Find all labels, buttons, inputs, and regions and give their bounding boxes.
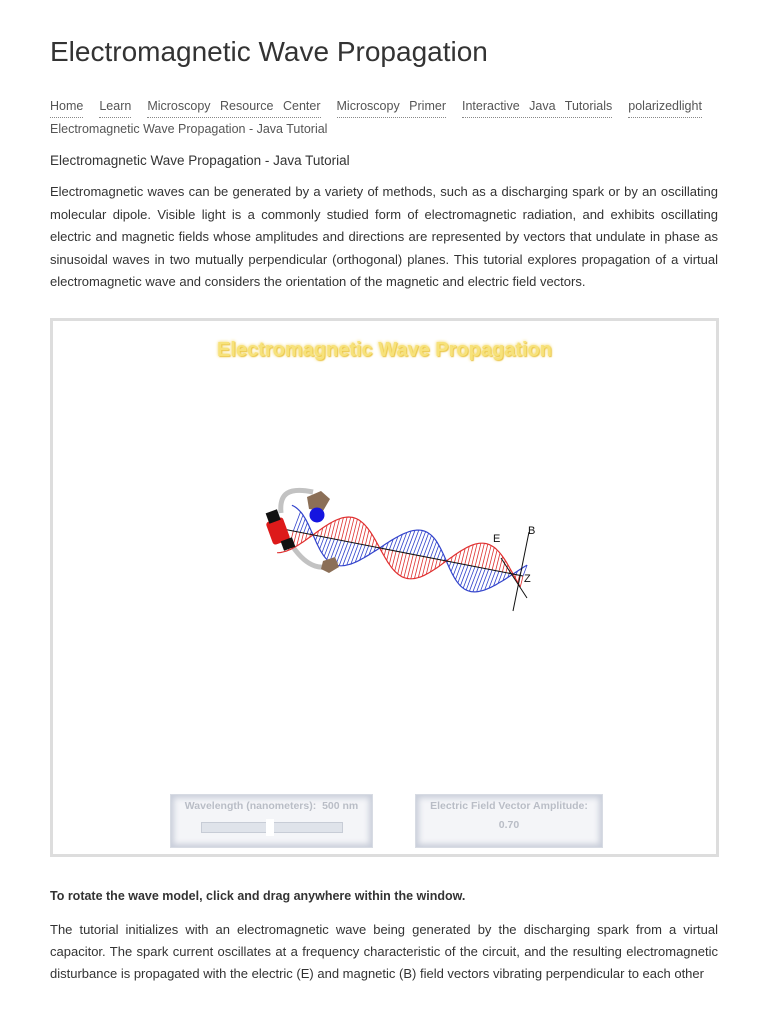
outro-e-symbol: E (300, 966, 310, 981)
intro-paragraph: Electromagnetic waves can be generated by a variety of methods, such as a discharging spark or by an oscillating molecular dipole. Visible light is a commonly studied form of electromagnetic radiation, and exhibits oscillating electric and magnetic fields whose amplitudes and directions are represented by vectors that undulate in phase as sinusoidal waves in two mutually perpendicular (orthogonal) planes. This tutorial explores propagation of a virtual electromagnetic wave and considers the orientation of the magnetic and electric field vectors. (50, 184, 718, 289)
wavelength-control[interactable] (170, 794, 373, 848)
electric-hatch-line (482, 544, 488, 568)
breadcrumb (50, 95, 702, 140)
electric-hatch-line (475, 543, 481, 566)
electric-hatch-line (520, 576, 523, 587)
electric-hatch-line (485, 546, 491, 569)
electric-hatch-line (387, 550, 390, 561)
magnetic-hatch-line (413, 531, 422, 555)
magnetic-hatch-line (307, 527, 310, 534)
magnetic-hatch-line (410, 530, 419, 554)
magnetic-hatch-line (469, 567, 478, 591)
magnetic-hatch-line (451, 563, 454, 572)
amplitude-value: 0.70 (498, 819, 520, 831)
breadcrumb-microscopy-primer[interactable]: Microscopy Primer (337, 95, 447, 118)
applet-title: Electromagnetic Wave Propagation (217, 339, 552, 361)
outro-text-3: ) field vectors vibrating perpendicular to each other (412, 966, 704, 981)
magnetic-hatch-line (420, 533, 429, 556)
breadcrumb-current: Electromagnetic Wave Propagation - Java Tutorial (50, 122, 328, 136)
magnetic-hatch-line (320, 537, 325, 549)
amplitude-label: Electric Field Vector Amplitude: (430, 800, 588, 812)
wavelength-label (171, 800, 372, 812)
wavelength-value: 500 nm (322, 800, 359, 812)
magnetic-hatch-line (343, 542, 352, 565)
breadcrumb-links (50, 95, 702, 118)
electric-hatch-line (389, 551, 392, 565)
magnetic-hatch-line (406, 530, 415, 553)
magnetic-hatch-line (417, 532, 426, 556)
breadcrumb-home[interactable]: Home (50, 95, 83, 118)
outro-text-1: The tutorial initializes with an electromagnetic wave being generated by the discharging spark from a virtual capacitor. The spark current oscillates at a frequency characteristic of the circuit, and the resulting electromagnetic disturbance is propagated with the electric ( (50, 922, 718, 981)
wave-scene[interactable] (53, 321, 716, 854)
magnetic-hatch-line (481, 569, 489, 591)
electric-hatch-line (411, 555, 417, 579)
electric-hatch-line (331, 520, 336, 538)
electric-hatch-line (407, 555, 413, 579)
magnetic-hatch-line (441, 554, 443, 560)
magnetic-hatch-line (460, 565, 468, 586)
magnetic-hatch-line (473, 568, 482, 592)
electric-hatch-line (384, 549, 386, 556)
magnetic-hatch-line (477, 569, 486, 592)
electric-hatch-line (392, 551, 396, 568)
e-axis-label: E (493, 533, 501, 545)
magnetic-hatch-line (403, 531, 411, 552)
b-vector-axis (513, 532, 529, 611)
outro-text-2: ) and magnetic ( (309, 966, 404, 981)
magnetic-hatch-line (424, 535, 432, 556)
electric-hatch-line (362, 527, 366, 545)
electric-hatch-line (341, 517, 347, 540)
wavelength-slider[interactable] (201, 822, 343, 833)
capacitor-plate-bottom (321, 557, 339, 573)
breadcrumb-polarizedlight[interactable]: polarizedlight (628, 95, 702, 118)
breadcrumb-interactive-java-tutorials[interactable]: Interactive Java Tutorials (462, 95, 612, 118)
breadcrumb-learn[interactable]: Learn (99, 95, 131, 118)
b-axis-label: B (528, 525, 536, 537)
wavelength-label-text: Wavelength (nanometers): (184, 800, 317, 812)
magnetic-hatch-line (324, 538, 331, 556)
page-subheading: Electromagnetic Wave Propagation - Java Tutorial (50, 153, 350, 168)
magnetic-hatch-line (466, 567, 475, 590)
electric-hatch-line (348, 518, 354, 542)
outro-paragraph (50, 919, 718, 985)
magnetic-hatch-line (458, 565, 465, 583)
magnetic-hatch-line (427, 538, 434, 557)
electric-hatch-line (372, 538, 374, 546)
magnetic-hatch-line (437, 549, 441, 559)
electric-hatch-line (404, 554, 410, 578)
electric-hatch-line (345, 517, 351, 541)
magnetic-hatch-line (327, 539, 335, 559)
electric-hatch-line (499, 557, 503, 572)
electric-hatch-line (369, 534, 372, 546)
magnetic-hatch-line (339, 542, 348, 566)
outro-b-symbol: B (403, 966, 413, 981)
z-axis-label: Z (524, 573, 531, 585)
electric-hatch-line (365, 530, 369, 545)
breadcrumb-microscopy-resource-center[interactable]: Microscopy Resource Center (147, 95, 320, 118)
rotate-instruction: To rotate the wave model, click and drag anywhere within the window. (50, 889, 466, 903)
magnetic-hatch-line (463, 566, 471, 588)
charge-sphere (310, 508, 325, 523)
wavelength-slider-thumb[interactable] (266, 819, 274, 836)
amplitude-control[interactable] (415, 794, 603, 848)
magnetic-hatch-line (347, 543, 355, 565)
magnetic-hatch-line (293, 512, 300, 531)
magnetic-hatch-line (430, 542, 436, 558)
magnetic-hatch-line (318, 536, 321, 545)
electric-hatch-line (478, 543, 484, 567)
magnetic-hatch-line (297, 515, 303, 532)
magnetic-hatch-line (304, 523, 308, 533)
magnetic-hatch-line (336, 541, 345, 565)
page-title: Electromagnetic Wave Propagation (50, 36, 488, 67)
electric-hatch-line (496, 553, 500, 571)
applet-window[interactable] (50, 318, 719, 857)
